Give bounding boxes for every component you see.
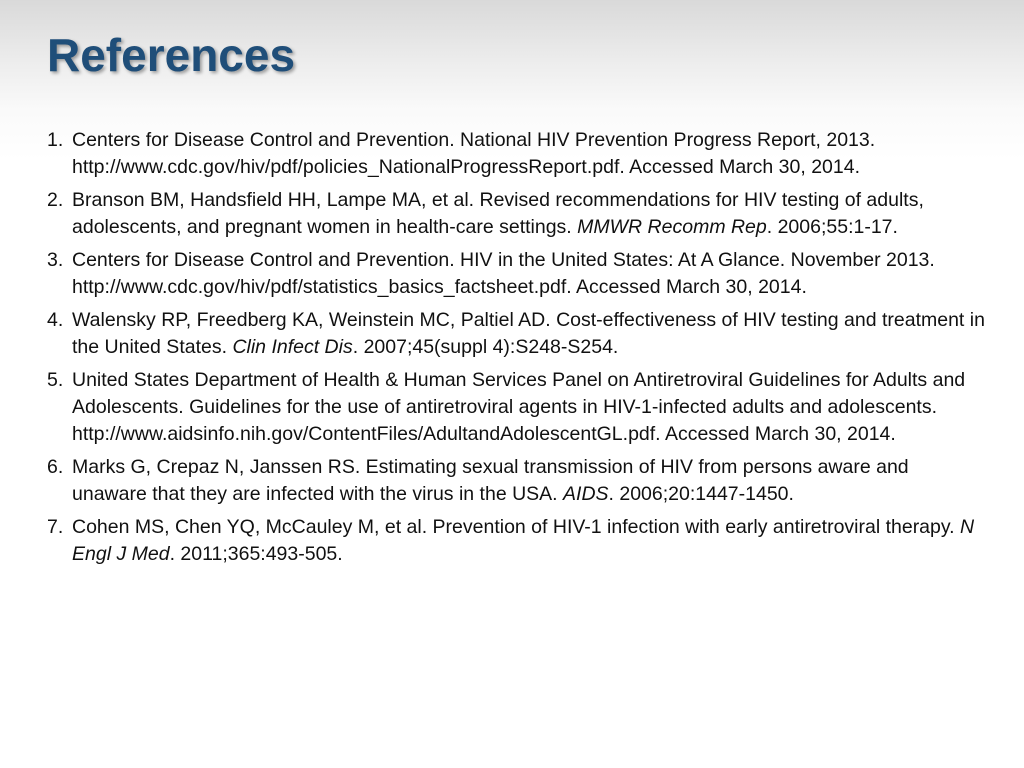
reference-item bbox=[47, 247, 987, 301]
journal-name: AIDS bbox=[563, 483, 609, 505]
reference-text: Branson BM, Handsfield HH, Lampe MA, et al. Revised recommendations for HIV testing of adults, adolescents, and pregnant women in health-care settings. bbox=[72, 189, 924, 238]
citation-detail: . 2006;20:1447-1450. bbox=[608, 483, 794, 505]
reference-number: 1. bbox=[47, 129, 64, 151]
reference-item bbox=[47, 307, 987, 361]
journal-name: Clin Infect Dis bbox=[232, 336, 353, 358]
reference-text: Walensky RP, Freedberg KA, Weinstein MC, Paltiel AD. Cost-effectiveness of HIV testing and treatment in the United States. bbox=[72, 309, 985, 358]
citation-detail: . 2007;45(suppl 4):S248-S254. bbox=[352, 336, 619, 358]
reference-number: 5. bbox=[47, 369, 64, 391]
reference-item bbox=[47, 367, 987, 448]
reference-text: Cohen MS, Chen YQ, McCauley M, et al. Prevention of HIV-1 infection with early antiretroviral therapy. bbox=[72, 516, 961, 538]
reference-item bbox=[47, 514, 987, 568]
journal-name: MMWR Recomm Rep bbox=[577, 216, 767, 238]
reference-number: 2. bbox=[47, 189, 64, 211]
citation-detail: . 2011;365:493-505. bbox=[169, 543, 343, 565]
citation-detail: . 2006;55:1-17. bbox=[766, 216, 898, 238]
reference-number: 4. bbox=[47, 309, 64, 331]
reference-text: United States Department of Health & Human Services Panel on Antiretroviral Guidelines for Adults and Adolescents. Guidelines for the use of antiretroviral agents in HIV-1-infected adults and adolescents. http://www.aidsinfo.nih.gov/ContentFiles/AdultandAdolescentGL.pdf. Accessed March 30, 2014. bbox=[72, 369, 966, 445]
reference-item bbox=[47, 187, 987, 241]
journal-name: N Engl J Med bbox=[72, 516, 975, 565]
reference-number: 3. bbox=[47, 249, 64, 271]
reference-item bbox=[47, 127, 987, 181]
reference-list bbox=[47, 127, 987, 574]
reference-text: Centers for Disease Control and Prevention. National HIV Prevention Progress Report, 2013. http://www.cdc.gov/hiv/pdf/policies_NationalProgressReport.pdf. Accessed March 30, 2014. bbox=[72, 129, 876, 178]
page-title: References bbox=[47, 29, 296, 81]
reference-item bbox=[47, 454, 987, 508]
reference-number: 6. bbox=[47, 456, 64, 478]
reference-text: Marks G, Crepaz N, Janssen RS. Estimating sexual transmission of HIV from persons aware and unaware that they are infected with the virus in the USA. bbox=[72, 456, 909, 505]
reference-number: 7. bbox=[47, 516, 64, 538]
reference-text: Centers for Disease Control and Prevention. HIV in the United States: At A Glance. November 2013. http://www.cdc.gov/hiv/pdf/statistics_basics_factsheet.pdf. Accessed March 30, 2014. bbox=[72, 249, 935, 298]
